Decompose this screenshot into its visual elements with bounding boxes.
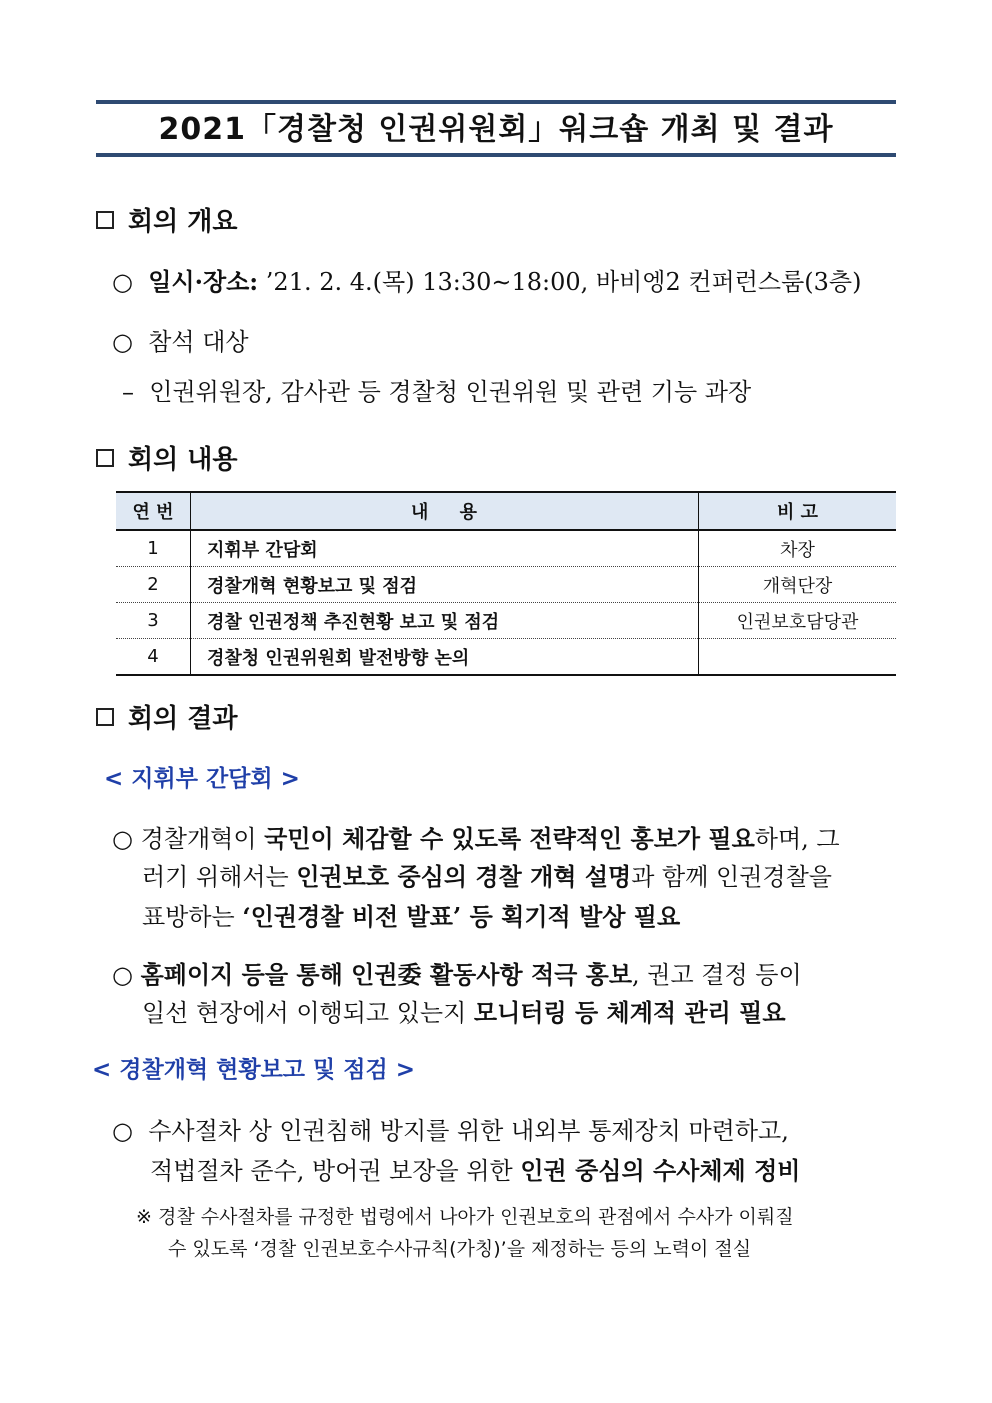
- text-run-bold: 인권보호 중심의 경찰 개혁 설명: [296, 862, 632, 891]
- result-p3-line2: [150, 1154, 800, 1188]
- result-p1-line2: [142, 860, 832, 894]
- row-no: 3: [116, 603, 191, 639]
- text-run: 표방하는: [142, 903, 243, 931]
- table-row: [116, 639, 896, 676]
- attendees-value: 인권위원장, 감사관 등 경찰청 인권위원 및 관련 기능 과장: [149, 378, 752, 406]
- circle-bullet: ○: [112, 825, 133, 853]
- circle-bullet: ○: [112, 961, 133, 989]
- result-p1-line3: [142, 900, 680, 934]
- section-heading-text: 회의 개요: [128, 207, 238, 237]
- text-run: 경찰개혁이: [140, 825, 265, 853]
- attendees-label: 참석 대상: [148, 328, 249, 356]
- section-heading-contents: [96, 443, 238, 477]
- row-note: [699, 639, 897, 676]
- datetime-value: ’21. 2. 4.(목) 13:30∼18:00, 바비엥2 컨퍼런스룸(3층): [258, 268, 862, 296]
- subheading-leadership-meeting: < 지휘부 간담회 >: [104, 766, 300, 792]
- text-run: 하며, 그: [754, 825, 840, 853]
- checkbox-square-icon: [96, 708, 114, 726]
- row-note: 차장: [699, 530, 897, 567]
- text-run: 적법절차 준수, 방어권 보장을 위한: [150, 1157, 521, 1185]
- row-item: 경찰개혁 현황보고 및 점검: [191, 567, 699, 603]
- row-item: 경찰청 인권위원회 발전방향 논의: [191, 639, 699, 676]
- text-run-bold: 홈페이지 등을 통해 인권委 활동사항 적극 홍보: [140, 960, 633, 989]
- result-p3-line1: [112, 1114, 789, 1148]
- table-row: [116, 530, 896, 567]
- text-run-bold: 모니터링 등 체계적 관리 필요: [473, 998, 786, 1027]
- datetime-label: 일시·장소:: [148, 267, 259, 296]
- row-no: 1: [116, 530, 191, 567]
- title-rule-bottom: [96, 153, 896, 157]
- section-heading-text: 회의 결과: [128, 704, 238, 734]
- agenda-table: [116, 491, 896, 676]
- reference-note-line1: ※ 경찰 수사절차를 규정한 법령에서 나아가 인권보호의 관점에서 수사가 이뤄질: [136, 1206, 794, 1228]
- text-run-bold: 국민이 체감할 수 있도록 전략적인 홍보가 필요: [264, 824, 755, 853]
- dash-bullet: –: [122, 378, 134, 406]
- section-heading-results: [96, 702, 238, 736]
- checkbox-square-icon: [96, 449, 114, 467]
- result-p2-line1: [112, 958, 802, 992]
- column-header-note: 비 고: [699, 492, 897, 530]
- row-note: 인권보호담당관: [699, 603, 897, 639]
- table-row: [116, 603, 896, 639]
- circle-bullet: ○: [112, 328, 133, 356]
- row-no: 4: [116, 639, 191, 676]
- checkbox-square-icon: [96, 211, 114, 229]
- title-rule-top: [96, 100, 896, 104]
- text-run-bold: ‘인권경찰 비전 발표’ 등 획기적 발상 필요: [242, 902, 681, 931]
- overview-attendees-label-line: [112, 325, 249, 359]
- circle-bullet: ○: [112, 268, 133, 296]
- table-row: [116, 567, 896, 603]
- circle-bullet: ○: [112, 1117, 133, 1145]
- column-header-no: 연 번: [116, 492, 191, 530]
- result-p2-line2: [142, 996, 786, 1030]
- document-title: 2021「경찰청 인권위원회」워크숍 개최 및 결과: [158, 112, 834, 147]
- row-item: 경찰 인권정책 추진현황 보고 및 점검: [191, 603, 699, 639]
- row-no: 2: [116, 567, 191, 603]
- row-item: 지휘부 간담회: [191, 530, 699, 567]
- overview-attendees-value-line: [122, 375, 751, 409]
- text-run: 수사절차 상 인권침해 방지를 위한 내외부 통제장치 마련하고,: [148, 1117, 789, 1145]
- text-run: 러기 위해서는: [142, 863, 297, 891]
- table-header-row: [116, 492, 896, 530]
- column-header-content: 내 용: [191, 492, 699, 530]
- subheading-police-reform: < 경찰개혁 현황보고 및 점검 >: [92, 1057, 415, 1083]
- title-block: [96, 100, 896, 158]
- text-run: 일선 현장에서 이행되고 있는지: [142, 999, 474, 1027]
- text-run-bold: 인권 중심의 수사체제 정비: [520, 1156, 801, 1185]
- text-run: 과 함께 인권경찰을: [631, 863, 832, 891]
- result-p1-line1: [112, 822, 840, 856]
- section-heading-overview: [96, 205, 238, 239]
- reference-note-line2: 수 있도록 ‘경찰 인권보호수사규칙(가칭)’을 제정하는 등의 노력이 절실: [168, 1238, 752, 1260]
- overview-datetime-line: [112, 265, 861, 299]
- section-heading-text: 회의 내용: [128, 445, 238, 475]
- text-run: , 권고 결정 등이: [632, 961, 802, 989]
- row-note: 개혁단장: [699, 567, 897, 603]
